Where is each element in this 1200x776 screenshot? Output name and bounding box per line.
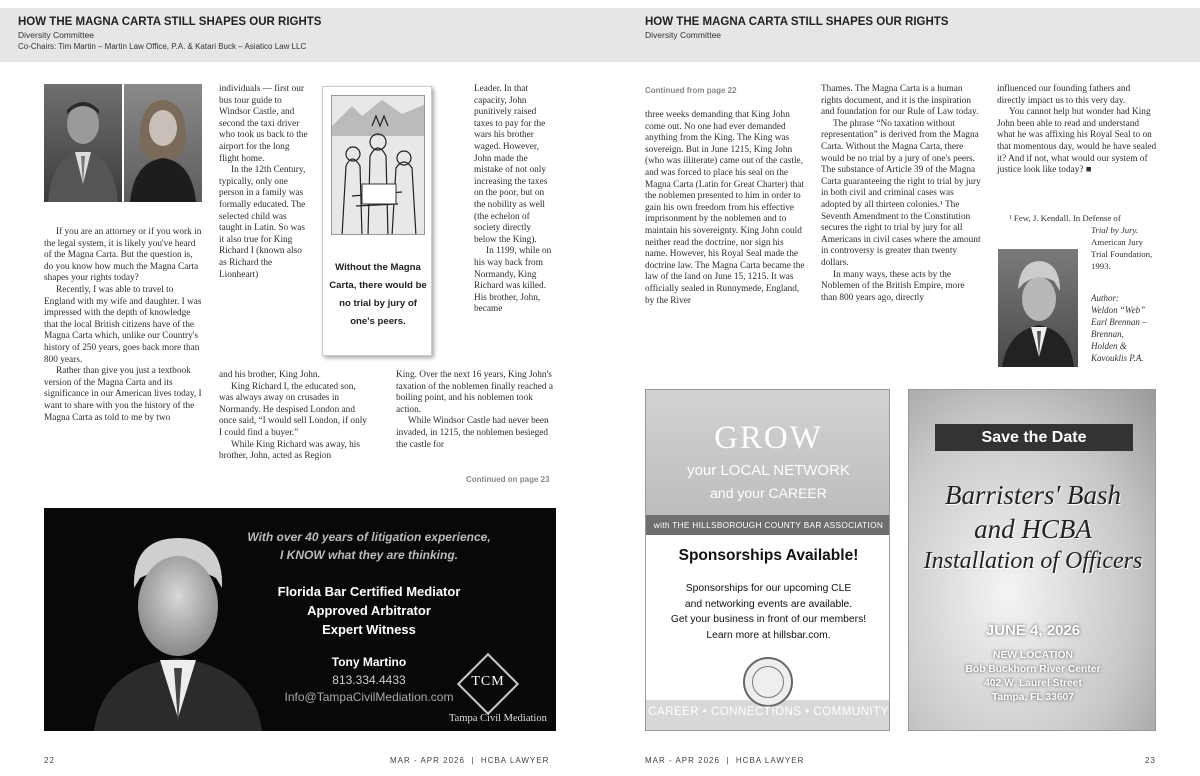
ad-hcba-band: with THE HILLSBOROUGH COUNTY BAR ASSOCIATION <box>646 515 890 535</box>
event-location-line: 402 W. Laurel Street <box>984 678 1082 689</box>
ad-body-line: Get your business in front of our members! <box>670 614 867 625</box>
left-column-2-bottom <box>219 370 367 463</box>
save-the-date-banner: Save the Date <box>935 424 1133 451</box>
pull-quote-box <box>322 86 432 356</box>
paragraph: In the 12th Century, typically, only one person in a family was formally educated. The selected child was taught in Latin. So was it also true for King Richard I (known also as Richard the Lionheart) <box>219 165 306 280</box>
event-title-line: Installation of Officers <box>923 548 1143 574</box>
paragraph: three weeks demanding that King John come out. No one had ever demanded anything from the King. The King was sovereign. But in June 1215, King John (who was illiterate) came out of the castle, and was forced to place his seal on the Magna Carta (Latin for Great Charter) that the noblemen presented to him in order to gain his own freedom from his effective imprisonment by the noblemen and to maintain his sovereignty. King John could neither read the doctrine, nor sign his name. However, his Royal Seal made the doctrine law. The Magna Carta became the law of the land on June 15, 1215. It was officially sealed in Runnymede, England, by the River <box>645 110 805 306</box>
paragraph: Thames. The Magna Carta is a human rights document, and it is the inspiration and foundation for our Rule of Law today. <box>821 84 979 118</box>
ad-footer: CAREER • CONNECTIONS • COMMUNITY <box>648 706 889 718</box>
page-number: 23 <box>1145 756 1156 765</box>
paragraph: If you are an attorney or if you work in the legal system, it is likely you've heard of the Magna Carta. But the question is, do you know how much the Magna Carta shapes your rights today? <box>44 227 202 284</box>
ad-tagline-1: With over 40 years of litigation experience, <box>247 530 491 544</box>
ad-name: Tony Martino <box>331 655 407 669</box>
ad-body-line: Sponsorships for our upcoming CLE <box>685 583 852 594</box>
ad-body-line: and networking events are available. <box>684 598 853 610</box>
footnote-line: Trial by Jury. <box>1091 225 1139 235</box>
left-column-1 <box>44 227 204 424</box>
grow-network-ad[interactable] <box>645 389 890 731</box>
hcba-seal-inner <box>752 666 784 698</box>
paragraph: and his brother, King John. <box>219 370 320 380</box>
author-photo-man <box>44 84 122 202</box>
footnote-line: American Jury <box>1091 237 1144 247</box>
left-column-3-top <box>474 84 556 316</box>
section-label: Diversity Committee <box>18 30 95 40</box>
right-page-header <box>600 8 1200 62</box>
ad-phone[interactable]: 813.334.4433 <box>332 673 406 687</box>
paragraph: Leader. In that capacity, John punitively raised taxes to pay for the wars his brother waged. However, John made the mistake of not only increasing the taxes on the poor, but on the nobility as well (the echelon of society directly below the King). <box>474 84 548 245</box>
right-column-2 <box>821 84 981 304</box>
article-title: HOW THE MAGNA CARTA STILL SHAPES OUR RIGHTS <box>18 16 322 28</box>
footnote-line: ¹ Few, J. Kendall. In Defense of <box>1009 213 1121 223</box>
ad-body-line[interactable]: Learn more at hillsbar.com. <box>706 629 831 641</box>
section-label: Diversity Committee <box>645 30 722 40</box>
ad-headline: Sponsorships Available! <box>678 547 859 564</box>
paragraph: You cannot help but wonder had King John been able to read and understand what he was affixing his Royal Seal to on that momentous day, would he have sealed it? And if not, what would our system of justice look like today? ■ <box>997 107 1157 176</box>
ad-body-panel <box>646 535 890 700</box>
continued-on-label: Continued on page 23 <box>466 475 550 484</box>
paragraph: individuals — first our bus tour guide to Windsor Castle, and second the taxi driver who took us back to the airport for the long flight home. <box>219 84 308 164</box>
event-location-line: Bob Buckhorn River Center <box>965 664 1101 675</box>
event-date: JUNE 4, 2026 <box>985 622 1081 639</box>
issue-label: MAR - APR 2026 | HCBA LAWYER <box>390 756 550 765</box>
mediation-ad[interactable] <box>44 508 556 731</box>
left-column-3-bottom <box>396 370 556 451</box>
magna-carta-illustration <box>331 95 425 235</box>
author-line: Brennan, <box>1091 329 1124 339</box>
paragraph: influenced our founding fathers and directly impact us to this very day. <box>997 84 1131 106</box>
paragraph: While Windsor Castle had never been invaded, in 1215, the noblemen besieged the castle for <box>396 416 549 450</box>
ad-credential: Florida Bar Certified Mediator <box>277 584 461 599</box>
paragraph: In 1199, while on his way back from Normandy, King Richard was killed. His brother, John, became <box>474 246 552 315</box>
ad-email[interactable]: Info@TampaCivilMediation.com <box>284 690 454 704</box>
right-column-1 <box>645 110 805 307</box>
paragraph: The phrase “No taxation without representation” is derived from the Magna Carta. Without the Magna Carta, there would be no trial by a jury of one's peers. The substance of Article 39 of the Magna Carta guaranteeing the right to trial by jury in both civil and criminal cases was adopted by all thirteen colonies.¹ The Seventh Amendment to the Constitution secures the right to trial by jury for all Americans in civil cases where the amount in controversy is greater than twenty dollars. <box>821 118 981 268</box>
author-line: Weldon “Web” <box>1091 305 1146 315</box>
author-line: Author: <box>1091 293 1119 303</box>
paragraph: While King Richard was away, his brother, John, acted as Region <box>219 439 361 462</box>
paragraph: King. Over the next 16 years, King John's taxation of the noblemen finally reached a boiling point, and his noblemen took action. <box>396 370 553 415</box>
left-page-header <box>0 8 600 62</box>
article-title: HOW THE MAGNA CARTA STILL SHAPES OUR RIGHTS <box>645 16 949 28</box>
author-line: Kavouklis P.A. <box>1091 353 1144 363</box>
continued-from-label: Continued from page 22 <box>645 86 737 95</box>
ad-credential: Approved Arbitrator <box>307 603 431 618</box>
author-bio <box>1091 292 1147 364</box>
paragraph: In many ways, these acts by the Noblemen of the British Empire, more than 800 years ago, directly <box>821 269 965 303</box>
event-location-line: Tampa, FL 33607 <box>991 692 1075 703</box>
footnote-line: 1993. <box>1091 261 1111 271</box>
paragraph: Recently, I was able to travel to England with my wife and daughter. I was impressed with the depth of knowledge that the local British citizens have of the Magna Carta which, unlike our Country's history of 250 years, goes back more than 800 years. <box>44 284 202 365</box>
save-the-date-ad[interactable] <box>908 389 1156 731</box>
tcm-logo: TCM <box>471 674 505 689</box>
ad-body <box>656 581 881 643</box>
footnote-line: Trial Foundation, <box>1091 249 1153 259</box>
author-line: Holden & <box>1091 341 1127 351</box>
left-column-2-top <box>219 84 309 281</box>
pull-quote-text: Without the Magna Carta, there would be no trial by jury of one's peers. <box>329 262 427 327</box>
paragraph: King Richard I, the educated son, was always away on crusades in Normandy. He despised London and once said, “I would sell London, if only I could find a buyer.” <box>219 381 367 438</box>
event-title-line: and HCBA <box>974 514 1092 544</box>
ad-firm-name: Tampa Civil Mediation <box>449 713 547 724</box>
ad-grow-heading: GROW <box>714 420 823 456</box>
page-number: 22 <box>44 756 55 765</box>
author-photo-woman <box>124 84 202 202</box>
event-title-line: Barristers' Bash <box>944 480 1122 510</box>
ad-credential: Expert Witness <box>322 622 416 637</box>
ad-tagline-2: I KNOW what they are thinking. <box>279 548 458 562</box>
ad-career: and your CAREER <box>710 485 827 501</box>
co-chairs: Co-Chairs: Tim Martin – Martin Law Office, P.A. & Katari Buck – Asiatico Law LLC <box>18 42 307 51</box>
author-photo-brennan <box>998 249 1078 367</box>
issue-label: MAR - APR 2026 | HCBA LAWYER <box>645 756 805 765</box>
event-location-line: NEW LOCATION <box>993 650 1073 661</box>
author-line: Earl Brennan – <box>1091 317 1147 327</box>
paragraph: Rather than give you just a textbook version of the Magna Carta and its significance in our American lives today, I want to share with you the history of the Magna Carta as told to me by two <box>44 366 202 423</box>
ad-local-network: your LOCAL NETWORK <box>687 462 850 479</box>
right-column-3 <box>997 84 1157 177</box>
